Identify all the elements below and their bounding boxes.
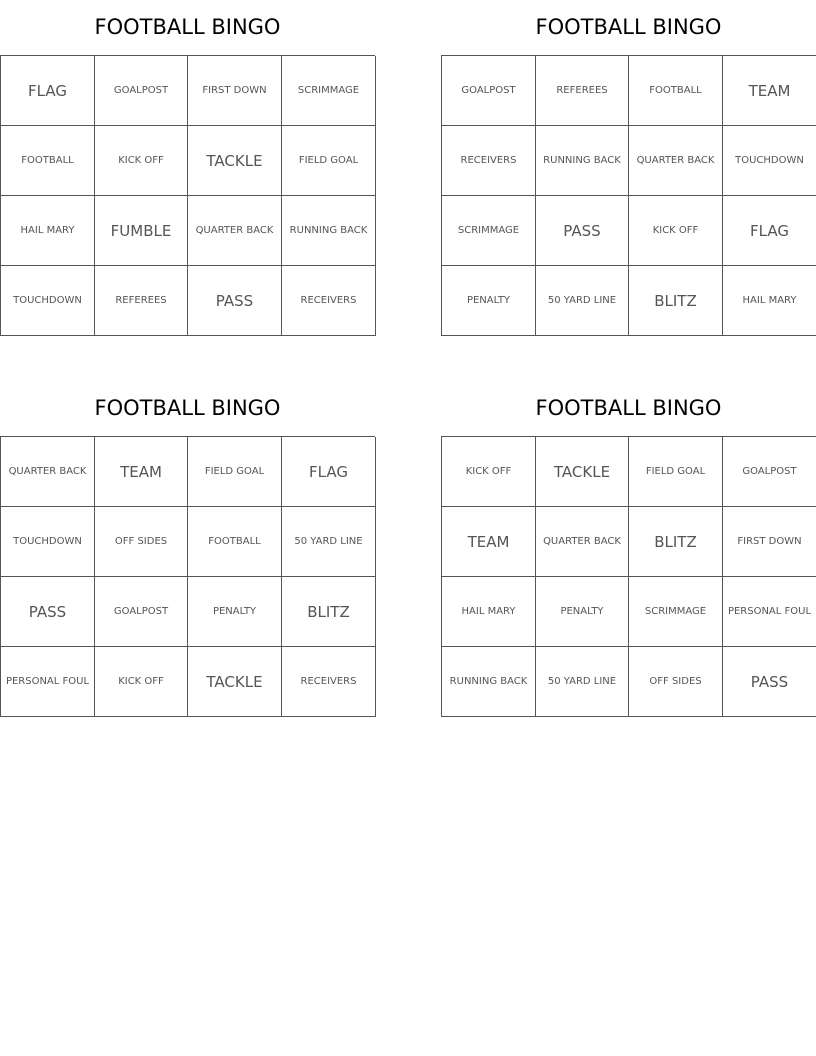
bingo-cell: RECEIVERS <box>282 647 376 717</box>
bingo-cell: RECEIVERS <box>282 266 376 336</box>
bingo-cell: TEAM <box>95 437 188 507</box>
bingo-cell: HAIL MARY <box>442 577 536 647</box>
bingo-cell: BLITZ <box>629 266 723 336</box>
bingo-cell: FLAG <box>723 196 816 266</box>
bingo-cell: PENALTY <box>188 577 282 647</box>
bingo-cell: KICK OFF <box>442 437 536 507</box>
bingo-cell: RUNNING BACK <box>536 126 629 196</box>
bingo-cell: HAIL MARY <box>723 266 816 336</box>
bingo-cell: PENALTY <box>536 577 629 647</box>
card-title: FOOTBALL BINGO <box>94 15 281 39</box>
bingo-cell: FIRST DOWN <box>188 56 282 126</box>
bingo-cell: QUARTER BACK <box>188 196 282 266</box>
bingo-cell: SCRIMMAGE <box>629 577 723 647</box>
bingo-grid <box>0 436 375 717</box>
bingo-card-2 <box>441 0 816 336</box>
bingo-cell: OFF SIDES <box>95 507 188 577</box>
bingo-cell: RECEIVERS <box>442 126 536 196</box>
bingo-cell: RUNNING BACK <box>282 196 376 266</box>
bingo-cell: PERSONAL FOUL <box>1 647 95 717</box>
bingo-cell: TOUCHDOWN <box>1 266 95 336</box>
bingo-cell: PASS <box>188 266 282 336</box>
bingo-cell: QUARTER BACK <box>1 437 95 507</box>
bingo-cell: OFF SIDES <box>629 647 723 717</box>
bingo-cell: FOOTBALL <box>629 56 723 126</box>
bingo-grid <box>441 55 816 336</box>
bingo-cell: PASS <box>536 196 629 266</box>
bingo-cell: PASS <box>1 577 95 647</box>
bingo-cell: PERSONAL FOUL <box>723 577 816 647</box>
bingo-cell: 50 YARD LINE <box>536 266 629 336</box>
bingo-cell: 50 YARD LINE <box>282 507 376 577</box>
bingo-cell: REFEREES <box>536 56 629 126</box>
bingo-cell: RUNNING BACK <box>442 647 536 717</box>
bingo-cell: SCRIMMAGE <box>282 56 376 126</box>
bingo-cell: TACKLE <box>188 126 282 196</box>
bingo-cell: GOALPOST <box>95 56 188 126</box>
bingo-cell: FIRST DOWN <box>723 507 816 577</box>
bingo-cell: FOOTBALL <box>1 126 95 196</box>
bingo-cell: FLAG <box>1 56 95 126</box>
bingo-cell: FOOTBALL <box>188 507 282 577</box>
bingo-cell: TEAM <box>723 56 816 126</box>
bingo-card-1 <box>0 0 375 336</box>
bingo-card-4 <box>441 381 816 717</box>
bingo-cell: HAIL MARY <box>1 196 95 266</box>
bingo-cell: BLITZ <box>629 507 723 577</box>
bingo-cell: GOALPOST <box>95 577 188 647</box>
bingo-cell: FLAG <box>282 437 376 507</box>
bingo-cell: KICK OFF <box>95 647 188 717</box>
bingo-grid <box>0 55 375 336</box>
bingo-cell: GOALPOST <box>442 56 536 126</box>
bingo-cell: PASS <box>723 647 816 717</box>
bingo-cell: QUARTER BACK <box>536 507 629 577</box>
bingo-cell: FUMBLE <box>95 196 188 266</box>
bingo-cell: REFEREES <box>95 266 188 336</box>
bingo-card-3 <box>0 381 375 717</box>
bingo-cell: PENALTY <box>442 266 536 336</box>
bingo-grid <box>441 436 816 717</box>
bingo-cell: TEAM <box>442 507 536 577</box>
bingo-cell: KICK OFF <box>629 196 723 266</box>
bingo-cell: BLITZ <box>282 577 376 647</box>
bingo-cell: GOALPOST <box>723 437 816 507</box>
bingo-cell: 50 YARD LINE <box>536 647 629 717</box>
card-title: FOOTBALL BINGO <box>535 15 722 39</box>
bingo-cell: TACKLE <box>188 647 282 717</box>
bingo-cell: FIELD GOAL <box>282 126 376 196</box>
bingo-cell: FIELD GOAL <box>629 437 723 507</box>
bingo-cell: KICK OFF <box>95 126 188 196</box>
card-title: FOOTBALL BINGO <box>535 396 722 420</box>
bingo-cell: TOUCHDOWN <box>1 507 95 577</box>
bingo-cell: FIELD GOAL <box>188 437 282 507</box>
bingo-cell: SCRIMMAGE <box>442 196 536 266</box>
bingo-cell: TOUCHDOWN <box>723 126 816 196</box>
bingo-cell: TACKLE <box>536 437 629 507</box>
bingo-cell: QUARTER BACK <box>629 126 723 196</box>
card-title: FOOTBALL BINGO <box>94 396 281 420</box>
